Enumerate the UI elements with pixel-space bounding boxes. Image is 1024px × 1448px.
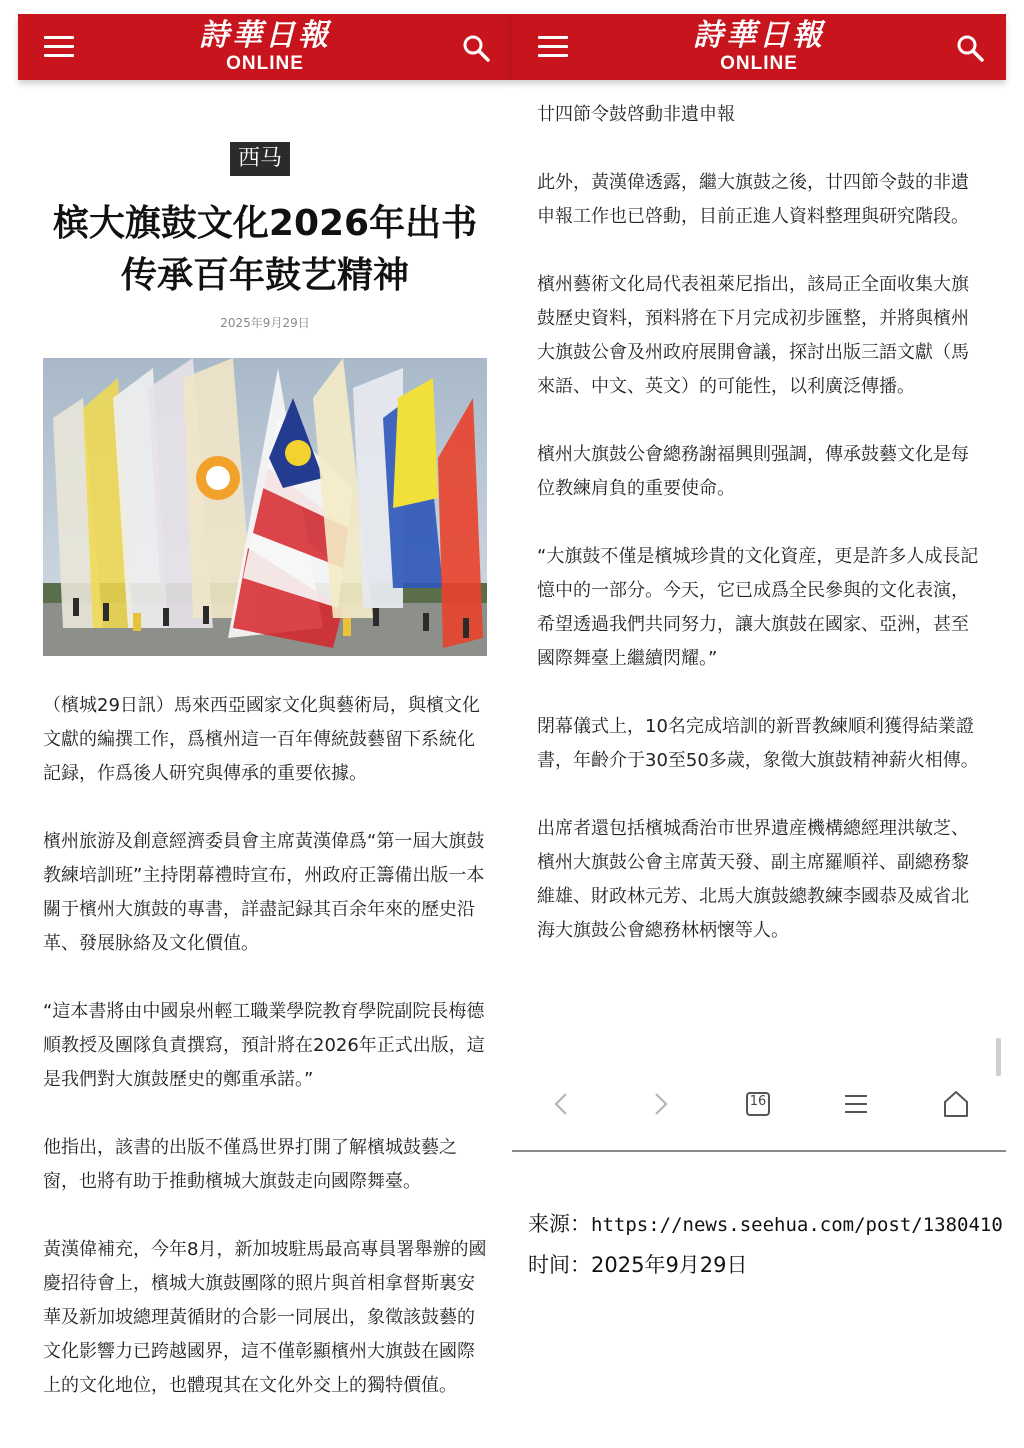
browser-nav-bar	[512, 1078, 1006, 1128]
paragraph: 檳州旅游及創意經濟委員會主席黃漢偉爲“第一屆大旗鼓教練培訓班”主持閉幕禮時宣布，州政府正籌備出版一本關于檳州大旗鼓的專書，詳盡記録其百余年來的歷史沿革、發展脉絡及文化價值。	[43, 831, 485, 954]
paragraph: （檳城29日訊）馬來西亞國家文化與藝術局，與檳文化文獻的編撰工作，爲檳州這一百年傳統鼓藝留下系統化記録，作爲後人研究與傳承的重要依據。	[43, 695, 480, 784]
site-header	[18, 14, 512, 80]
divider	[512, 1150, 1006, 1152]
article-date: 2025年9月29日	[220, 316, 310, 330]
paragraph: 檳州藝術文化局代表祖萊尼指出，該局正全面收集大旗鼓歷史資料，預料將在下月完成初步匯整，并將與檳州大旗鼓公會及州政府展開會議，探討出版三語文獻（馬來語、中文、英文）的可能性，以利廣泛傳播。	[537, 274, 969, 397]
article-photo	[43, 358, 487, 656]
search-icon[interactable]	[956, 34, 984, 62]
category-tag[interactable]: 西马	[230, 142, 290, 176]
source-info	[528, 1204, 1003, 1285]
logo-online: ONLINE	[720, 53, 798, 74]
flags-illustration	[43, 358, 487, 656]
chevron-left-icon[interactable]	[544, 1086, 580, 1122]
search-icon[interactable]	[462, 34, 490, 62]
paragraph: 黃漢偉補充，今年8月，新加坡駐馬最高專員署舉辦的國慶招待會上，檳城大旗鼓團隊的照片與首相拿督斯裏安華及新加坡總理黃循財的合影一同展出，象徵該鼓藝的文化影響力已跨越國界，這不僅彰顯檳州大旗鼓在國際上的文化地位，也體現其在文化外交上的獨特價值。	[43, 1239, 487, 1396]
logo-chinese: 詩華日報	[199, 18, 331, 53]
logo-chinese: 詩華日報	[693, 18, 825, 53]
article-title: 槟大旗鼓文化2026年出书 传承百年鼓艺精神	[52, 203, 514, 296]
source-url[interactable]: https://news.seehua.com/post/1380410	[591, 1214, 1003, 1236]
source-label: 来源：	[528, 1212, 591, 1236]
article-body	[43, 689, 489, 1437]
site-logo[interactable]	[659, 18, 859, 76]
logo-online: ONLINE	[226, 53, 304, 74]
paragraph: 此外，黃漢偉透露，繼大旗鼓之後，廿四節令鼓的非遺申報工作也已啓動，目前正進人資料整理與研究階段。	[537, 172, 969, 227]
paragraph: “這本書將由中國泉州輕工職業學院教育學院副院長梅德順教授及團隊負責撰寫，預計將在2026年正式出版，這是我們對大旗鼓歷史的鄭重承諾。”	[43, 1001, 485, 1090]
tabs-count-button[interactable]	[740, 1086, 776, 1122]
source-line	[528, 1204, 1003, 1245]
tabs-count: 16	[749, 1094, 767, 1109]
paragraph: 他指出，該書的出版不僅爲世界打開了解檳城鼓藝之窗，也將有助于推動檳城大旗鼓走向國際舞臺。	[43, 1137, 457, 1192]
section-heading: 廿四節令鼓啓動非遺申報	[537, 104, 735, 125]
paragraph: 出席者還包括檳城喬治市世界遺産機構總經理洪敏芝、檳州大旗鼓公會主席黃天發、副主席羅順祥、副總務黎維雄、財政林元芳、北馬大旗鼓總教練李國恭及威省北海大旗鼓公會總務林柄懷等人。	[537, 818, 969, 941]
article-body-continued	[537, 98, 983, 982]
time-label: 时间：	[528, 1253, 591, 1277]
scrollbar[interactable]	[996, 1038, 1001, 1076]
site-header	[512, 14, 1006, 80]
paragraph: 閉幕儀式上，10名完成培訓的新晋教練順利獲得結業證書，年齡介于30至50多歲，象徵大旗鼓精神薪火相傳。	[537, 716, 979, 771]
chevron-right-icon[interactable]	[642, 1086, 678, 1122]
menu-icon[interactable]	[838, 1086, 874, 1122]
paragraph: 檳州大旗鼓公會總務謝福興則强調，傳承鼓藝文化是每位教練肩負的重要使命。	[537, 444, 969, 499]
time-line	[528, 1245, 1003, 1285]
time-value: 2025年9月29日	[591, 1253, 748, 1277]
paragraph: “大旗鼓不僅是檳城珍貴的文化資産，更是許多人成長記憶中的一部分。今天，它已成爲全民參與的文化表演，希望透過我們共同努力，讓大旗鼓在國家、亞洲，甚至國際舞臺上繼續閃耀。”	[537, 546, 979, 669]
hamburger-menu-icon[interactable]	[44, 36, 74, 58]
hamburger-menu-icon[interactable]	[538, 36, 568, 58]
home-icon[interactable]	[938, 1086, 974, 1122]
site-logo[interactable]	[165, 18, 365, 76]
left-screenshot	[18, 14, 512, 1448]
